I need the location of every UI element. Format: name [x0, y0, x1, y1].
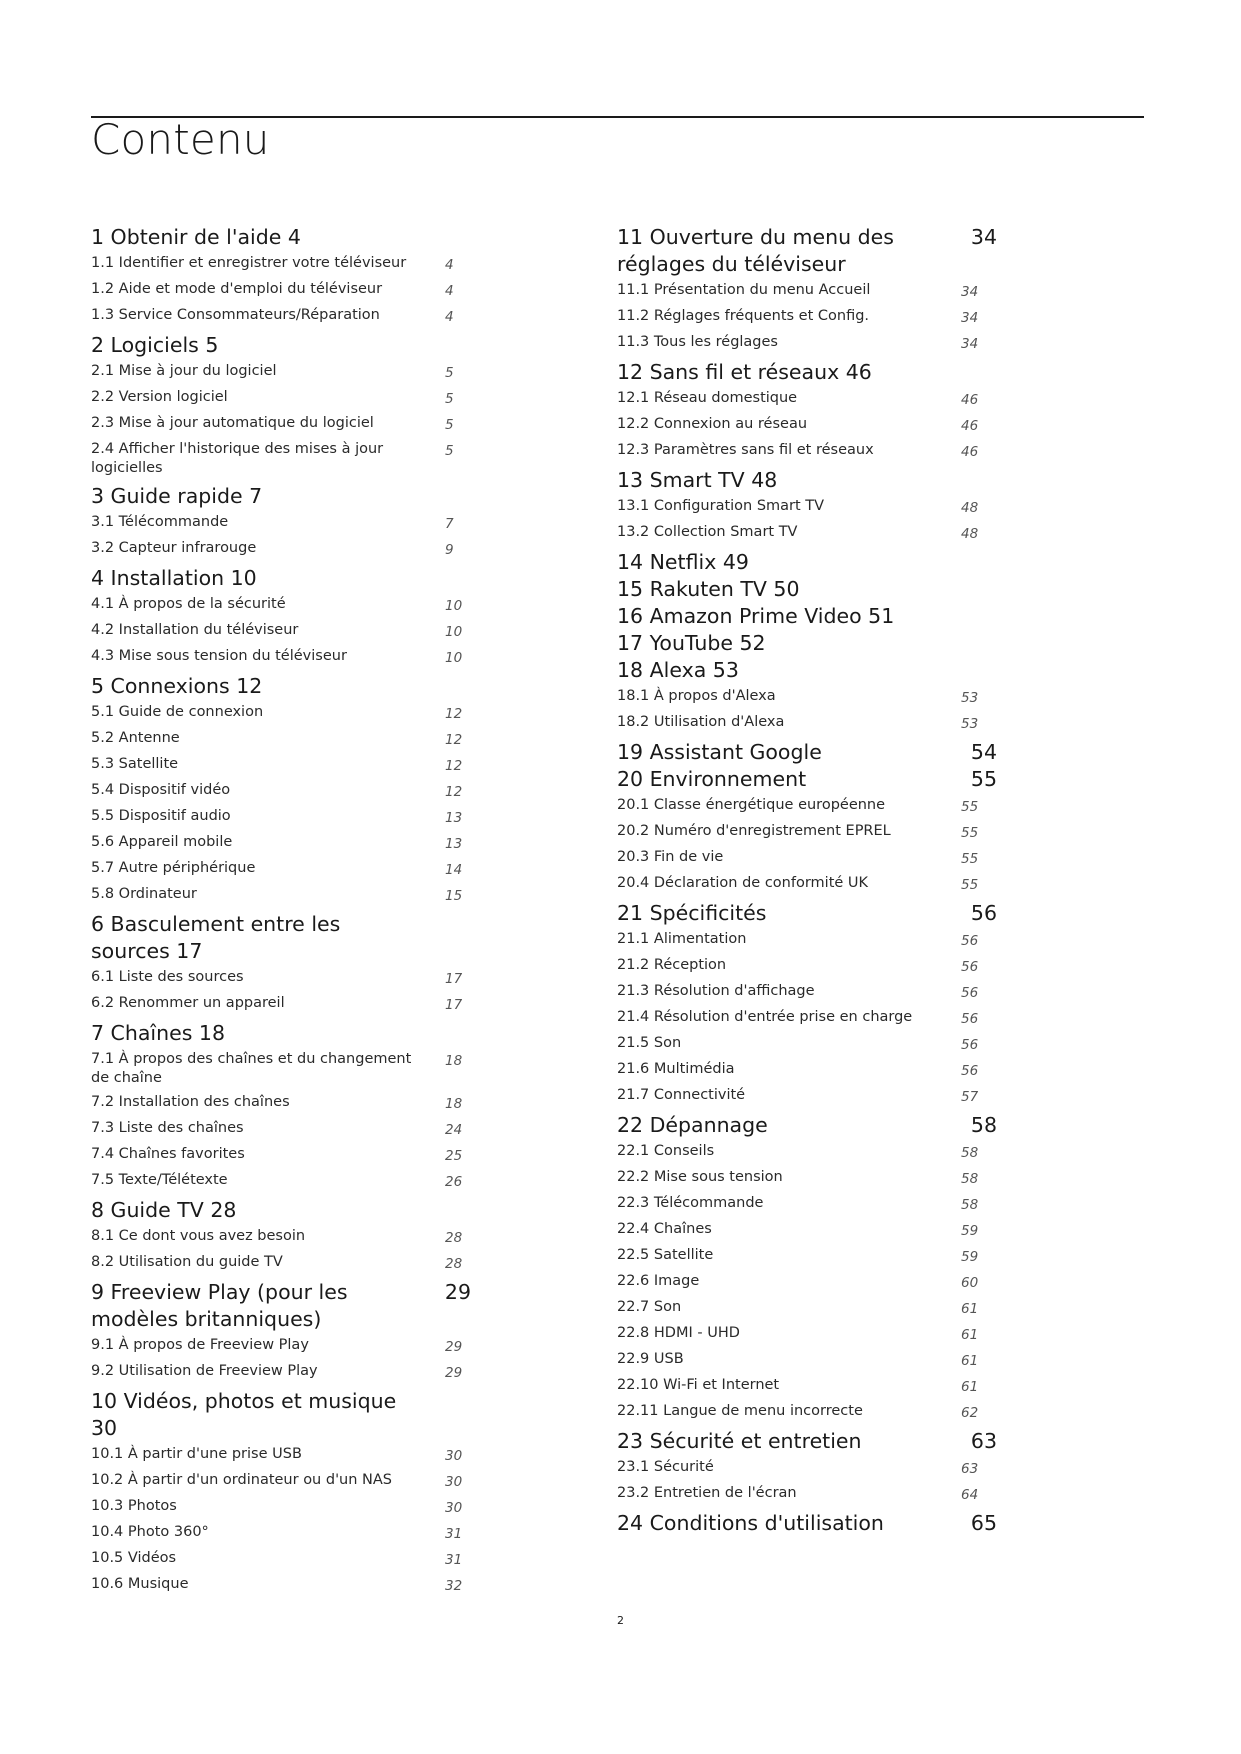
toc-subsection-page: 55 — [961, 799, 979, 815]
toc-subsection-page: 56 — [961, 933, 979, 949]
toc-subsection-page: 30 — [445, 1448, 463, 1464]
toc-subsection[interactable] — [91, 755, 471, 776]
toc-subsection[interactable] — [617, 848, 997, 869]
toc-subsection[interactable] — [91, 306, 471, 327]
toc-section[interactable] — [91, 332, 471, 359]
toc-section-page: 54 — [970, 740, 997, 764]
toc-subsection-title: 5.5 Dispositif audio — [91, 808, 231, 824]
toc-subsection-title: 11.3 Tous les réglages — [617, 334, 778, 350]
toc-section[interactable] — [91, 224, 471, 251]
toc-subsection-page: 29 — [445, 1339, 463, 1355]
toc-subsection-title: 22.11 Langue de menu incorrecte — [617, 1403, 863, 1419]
toc-section-title: 13 Smart TV 48 — [617, 468, 778, 492]
toc-subsection[interactable] — [91, 781, 471, 802]
toc-subsection-title: 22.8 HDMI - UHD — [617, 1325, 740, 1341]
toc-subsection[interactable] — [91, 1549, 471, 1570]
toc-subsection-title: 22.2 Mise sous tension — [617, 1169, 783, 1185]
toc-section[interactable] — [91, 673, 471, 700]
toc-subsection-title: 7.4 Chaînes favorites — [91, 1146, 245, 1162]
toc-subsection[interactable] — [91, 414, 471, 435]
toc-section[interactable] — [617, 739, 997, 766]
toc-subsection-page: 18 — [445, 1053, 463, 1069]
toc-subsection-page: 7 — [445, 516, 454, 532]
toc-section[interactable] — [617, 1510, 997, 1537]
toc-subsection-page: 46 — [961, 444, 979, 460]
toc-subsection-page: 5 — [445, 365, 454, 381]
toc-subsection-page: 48 — [961, 526, 979, 542]
toc-section-page: 55 — [970, 767, 997, 791]
toc-subsection-page: 58 — [961, 1145, 979, 1161]
toc-subsection-page: 61 — [961, 1353, 979, 1369]
toc-section-title: 22 Dépannage — [617, 1113, 768, 1137]
toc-subsection-page: 56 — [961, 1011, 979, 1027]
toc-subsection[interactable] — [91, 859, 471, 880]
toc-subsection[interactable] — [617, 1060, 997, 1081]
toc-subsection[interactable] — [91, 1253, 471, 1274]
toc-subsection-page: 5 — [445, 443, 454, 459]
toc-section-title: 6 Basculement entre les sources 17 — [91, 912, 341, 963]
toc-subsection-title: 5.3 Satellite — [91, 756, 179, 772]
toc-subsection-page: 60 — [961, 1275, 979, 1291]
toc-subsection-page: 9 — [445, 542, 454, 558]
toc-section[interactable] — [617, 467, 997, 494]
toc-subsection-page: 57 — [961, 1089, 979, 1105]
toc-subsection[interactable] — [617, 307, 997, 328]
toc-subsection-title: 4.3 Mise sous tension du téléviseur — [91, 648, 347, 664]
toc-section-title: 21 Spécificités — [617, 901, 767, 925]
toc-subsection-title: 6.2 Renommer un appareil — [91, 995, 285, 1011]
toc-subsection-page: 15 — [445, 888, 463, 904]
toc-subsection-page: 5 — [445, 417, 454, 433]
toc-subsection[interactable] — [91, 647, 471, 668]
toc-subsection-page: 61 — [961, 1301, 979, 1317]
toc-subsection-title: 23.1 Sécurité — [617, 1459, 714, 1475]
toc-subsection[interactable] — [617, 822, 997, 843]
toc-subsection-page: 13 — [445, 836, 463, 852]
toc-section[interactable] — [91, 1197, 471, 1224]
toc-subsection[interactable] — [91, 1227, 471, 1248]
toc-subsection[interactable] — [617, 1220, 997, 1241]
toc-subsection-page: 30 — [445, 1474, 463, 1490]
toc-subsection-title: 5.2 Antenne — [91, 730, 180, 746]
toc-section[interactable] — [91, 565, 471, 592]
toc-subsection[interactable] — [91, 1171, 471, 1192]
toc-section[interactable] — [91, 1279, 471, 1333]
toc-subsection-page: 28 — [445, 1230, 463, 1246]
toc-subsection-title: 2.3 Mise à jour automatique du logiciel — [91, 415, 374, 431]
toc-subsection-title: 22.5 Satellite — [617, 1247, 714, 1263]
toc-subsection-title: 22.1 Conseils — [617, 1143, 715, 1159]
toc-subsection-page: 58 — [961, 1171, 979, 1187]
toc-subsection-page: 63 — [961, 1461, 979, 1477]
toc-subsection[interactable] — [617, 1034, 997, 1055]
toc-section-title: 16 Amazon Prime Video 51 — [617, 604, 895, 628]
toc-section-page: 63 — [970, 1429, 997, 1453]
toc-subsection[interactable] — [617, 1168, 997, 1189]
toc-subsection-title: 10.1 À partir d'une prise USB — [91, 1446, 302, 1462]
toc-subsection-title: 13.2 Collection Smart TV — [617, 524, 798, 540]
toc-subsection-page: 26 — [445, 1174, 463, 1190]
toc-subsection[interactable] — [91, 1119, 471, 1140]
toc-section[interactable] — [617, 1428, 997, 1455]
toc-subsection-page: 53 — [961, 716, 979, 732]
toc-subsection-page: 25 — [445, 1148, 463, 1164]
toc-subsection-title: 8.2 Utilisation du guide TV — [91, 1254, 283, 1270]
toc-subsection-page: 4 — [445, 257, 454, 273]
toc-subsection-title: 10.5 Vidéos — [91, 1550, 177, 1566]
toc-subsection-title: 21.3 Résolution d'affichage — [617, 983, 815, 999]
toc-subsection-title: 22.7 Son — [617, 1299, 682, 1315]
toc-subsection-title: 21.1 Alimentation — [617, 931, 747, 947]
toc-subsection-page: 10 — [445, 650, 463, 666]
toc-section-title: 14 Netflix 49 — [617, 550, 749, 574]
toc-subsection-title: 10.6 Musique — [91, 1576, 189, 1592]
toc-subsection[interactable] — [617, 874, 997, 895]
toc-subsection-title: 6.1 Liste des sources — [91, 969, 244, 985]
toc-subsection-title: 22.9 USB — [617, 1351, 684, 1367]
toc-subsection-page: 14 — [445, 862, 463, 878]
toc-subsection[interactable] — [617, 1402, 997, 1423]
toc-section-title: 4 Installation 10 — [91, 566, 257, 590]
toc-subsection[interactable] — [617, 1008, 997, 1029]
toc-subsection-title: 4.1 À propos de la sécurité — [91, 596, 286, 612]
page-number: 2 — [617, 1614, 624, 1627]
toc-subsection[interactable] — [91, 1497, 471, 1518]
toc-subsection[interactable] — [617, 523, 997, 544]
toc-subsection-page: 55 — [961, 851, 979, 867]
toc-subsection[interactable] — [91, 885, 471, 906]
toc-subsection-page: 56 — [961, 1037, 979, 1053]
toc-subsection-page: 10 — [445, 598, 463, 614]
toc-subsection-title: 5.7 Autre périphérique — [91, 860, 256, 876]
toc-subsection[interactable] — [91, 1336, 471, 1357]
toc-subsection-title: 5.4 Dispositif vidéo — [91, 782, 231, 798]
toc-subsection-title: 22.10 Wi-Fi et Internet — [617, 1377, 780, 1393]
toc-subsection-title: 22.6 Image — [617, 1273, 700, 1289]
toc-subsection-title: 4.2 Installation du téléviseur — [91, 622, 299, 638]
toc-subsection-title: 5.1 Guide de connexion — [91, 704, 264, 720]
toc-subsection-title: 1.3 Service Consommateurs/Réparation — [91, 307, 380, 323]
toc-subsection-page: 12 — [445, 784, 463, 800]
toc-section[interactable] — [91, 911, 471, 965]
toc-subsection[interactable] — [617, 333, 997, 354]
toc-section-title: 12 Sans fil et réseaux 46 — [617, 360, 872, 384]
toc-section-title: 9 Freeview Play (pour les modèles britanniques) — [91, 1280, 348, 1331]
toc-subsection[interactable] — [617, 1458, 997, 1479]
toc-subsection[interactable] — [617, 956, 997, 977]
toc-section[interactable] — [617, 603, 997, 630]
toc-subsection[interactable] — [617, 796, 997, 817]
toc-subsection[interactable] — [617, 687, 997, 708]
toc-section-title: 19 Assistant Google — [617, 740, 822, 764]
toc-section[interactable] — [617, 630, 997, 657]
toc-subsection-title: 12.1 Réseau domestique — [617, 390, 798, 406]
toc-section[interactable] — [91, 483, 471, 510]
toc-subsection-page: 30 — [445, 1500, 463, 1516]
toc-subsection[interactable] — [91, 595, 471, 616]
toc-subsection-title: 3.1 Télécommande — [91, 514, 229, 530]
toc-subsection-title: 22.3 Télécommande — [617, 1195, 764, 1211]
toc-subsection[interactable] — [617, 1086, 997, 1107]
toc-subsection-page: 31 — [445, 1526, 463, 1542]
toc-section-title: 5 Connexions 12 — [91, 674, 263, 698]
toc-subsection-page: 12 — [445, 758, 463, 774]
toc-subsection[interactable] — [91, 539, 471, 560]
toc-subsection-title: 7.5 Texte/Télétexte — [91, 1172, 228, 1188]
toc-subsection-title: 20.2 Numéro d'enregistrement EPREL — [617, 823, 891, 839]
toc-section-title: 20 Environnement — [617, 767, 807, 791]
toc-subsection-title: 8.1 Ce dont vous avez besoin — [91, 1228, 306, 1244]
toc-subsection[interactable] — [91, 1362, 471, 1383]
toc-subsection[interactable] — [91, 833, 471, 854]
toc-subsection-title: 23.2 Entretien de l'écran — [617, 1485, 797, 1501]
toc-subsection-page: 12 — [445, 706, 463, 722]
toc-subsection-page: 28 — [445, 1256, 463, 1272]
toc-subsection-page: 48 — [961, 500, 979, 516]
toc-subsection-page: 46 — [961, 392, 979, 408]
toc-section-title: 11 Ouverture du menu des réglages du téléviseur — [617, 225, 894, 276]
toc-subsection[interactable] — [91, 994, 471, 1015]
toc-subsection[interactable] — [91, 1445, 471, 1466]
toc-section[interactable] — [617, 900, 997, 927]
toc-subsection-title: 20.3 Fin de vie — [617, 849, 724, 865]
toc-subsection-title: 12.3 Paramètres sans fil et réseaux — [617, 442, 874, 458]
toc-subsection-page: 34 — [961, 284, 979, 300]
toc-subsection-title: 11.2 Réglages fréquents et Config. — [617, 308, 870, 324]
toc-subsection[interactable] — [91, 280, 471, 301]
toc-section[interactable] — [617, 359, 997, 386]
toc-subsection[interactable] — [91, 254, 471, 275]
toc-subsection[interactable] — [617, 497, 997, 518]
toc-subsection-title: 7.1 À propos des chaînes et du changement de chaîne — [91, 1051, 412, 1086]
toc-subsection[interactable] — [617, 441, 997, 462]
toc-subsection-title: 5.6 Appareil mobile — [91, 834, 233, 850]
toc-section-title: 18 Alexa 53 — [617, 658, 739, 682]
toc-subsection[interactable] — [617, 982, 997, 1003]
toc-subsection[interactable] — [617, 281, 997, 302]
toc-subsection[interactable] — [91, 1050, 471, 1088]
toc-section[interactable] — [617, 657, 997, 684]
toc-subsection[interactable] — [617, 1194, 997, 1215]
toc-subsection-page: 5 — [445, 391, 454, 407]
toc-subsection[interactable] — [91, 1093, 471, 1114]
toc-subsection[interactable] — [91, 388, 471, 409]
toc-subsection-title: 1.1 Identifier et enregistrer votre téléviseur — [91, 255, 407, 271]
toc-subsection-page: 10 — [445, 624, 463, 640]
toc-section-page: 58 — [970, 1113, 997, 1137]
toc-subsection[interactable] — [91, 807, 471, 828]
toc-subsection[interactable] — [91, 1145, 471, 1166]
toc-subsection-title: 1.2 Aide et mode d'emploi du téléviseur — [91, 281, 383, 297]
toc-subsection[interactable] — [617, 930, 997, 951]
toc-section[interactable] — [617, 1112, 997, 1139]
toc-subsection[interactable] — [617, 713, 997, 734]
toc-subsection-page: 13 — [445, 810, 463, 826]
toc-section[interactable] — [91, 1388, 471, 1442]
toc-subsection-page: 18 — [445, 1096, 463, 1112]
toc-subsection[interactable] — [91, 1523, 471, 1544]
toc-subsection[interactable] — [91, 1471, 471, 1492]
toc-section-title: 3 Guide rapide 7 — [91, 484, 263, 508]
toc-subsection-page: 24 — [445, 1122, 463, 1138]
toc-subsection-title: 3.2 Capteur infrarouge — [91, 540, 257, 556]
toc-subsection[interactable] — [91, 440, 471, 478]
toc-subsection-title: 18.2 Utilisation d'Alexa — [617, 714, 785, 730]
toc-subsection-title: 10.4 Photo 360° — [91, 1524, 209, 1540]
toc-section-title: 1 Obtenir de l'aide 4 — [91, 225, 301, 249]
toc-subsection-title: 2.2 Version logiciel — [91, 389, 228, 405]
toc-subsection-title: 21.5 Son — [617, 1035, 682, 1051]
toc-subsection-title: 18.1 À propos d'Alexa — [617, 688, 776, 704]
toc-section-page: 34 — [970, 225, 997, 249]
toc-subsection[interactable] — [91, 513, 471, 534]
toc-subsection-page: 56 — [961, 959, 979, 975]
toc-subsection[interactable] — [617, 1324, 997, 1345]
toc-subsection[interactable] — [91, 1575, 471, 1596]
toc-section-title: 24 Conditions d'utilisation — [617, 1511, 884, 1535]
toc-subsection-page: 46 — [961, 418, 979, 434]
toc-subsection-page: 34 — [961, 310, 979, 326]
toc-subsection-title: 12.2 Connexion au réseau — [617, 416, 808, 432]
toc-subsection-page: 55 — [961, 825, 979, 841]
page-title: Contenu — [91, 115, 270, 164]
toc-subsection-title: 11.1 Présentation du menu Accueil — [617, 282, 871, 298]
toc-subsection-page: 61 — [961, 1327, 979, 1343]
toc-subsection[interactable] — [617, 1298, 997, 1319]
toc-subsection-page: 59 — [961, 1249, 979, 1265]
toc-subsection-title: 7.3 Liste des chaînes — [91, 1120, 244, 1136]
toc-subsection[interactable] — [617, 1272, 997, 1293]
toc-section-title: 2 Logiciels 5 — [91, 333, 219, 357]
toc-subsection-title: 21.4 Résolution d'entrée prise en charge — [617, 1009, 913, 1025]
toc-subsection[interactable] — [91, 968, 471, 989]
toc-section[interactable] — [617, 549, 997, 576]
toc-section-title: 8 Guide TV 28 — [91, 1198, 237, 1222]
toc-subsection-page: 32 — [445, 1578, 463, 1594]
toc-subsection-title: 21.7 Connectivité — [617, 1087, 746, 1103]
toc-subsection-page: 59 — [961, 1223, 979, 1239]
toc-subsection-title: 21.6 Multimédia — [617, 1061, 735, 1077]
toc-subsection[interactable] — [617, 1376, 997, 1397]
toc-subsection-page: 53 — [961, 690, 979, 706]
toc-subsection[interactable] — [617, 389, 997, 410]
toc-right-column — [617, 224, 997, 1537]
toc-section-page: 29 — [444, 1280, 471, 1304]
toc-subsection-page: 62 — [961, 1405, 979, 1421]
toc-subsection[interactable] — [617, 415, 997, 436]
toc-section-title: 23 Sécurité et entretien — [617, 1429, 862, 1453]
toc-subsection-page: 29 — [445, 1365, 463, 1381]
toc-subsection-page: 4 — [445, 283, 454, 299]
toc-section-title: 17 YouTube 52 — [617, 631, 766, 655]
toc-subsection-page: 12 — [445, 732, 463, 748]
toc-subsection-title: 10.3 Photos — [91, 1498, 177, 1514]
toc-section[interactable] — [617, 224, 997, 278]
toc-section-title: 10 Vidéos, photos et musique 30 — [91, 1389, 397, 1440]
toc-left-column — [91, 224, 471, 1601]
toc-section[interactable] — [91, 1020, 471, 1047]
toc-subsection[interactable] — [91, 729, 471, 750]
toc-subsection-page: 56 — [961, 985, 979, 1001]
toc-subsection[interactable] — [617, 1484, 997, 1505]
toc-subsection-title: 9.1 À propos de Freeview Play — [91, 1337, 309, 1353]
toc-subsection[interactable] — [91, 703, 471, 724]
toc-subsection-page: 17 — [445, 971, 463, 987]
toc-subsection-page: 17 — [445, 997, 463, 1013]
toc-subsection-title: 13.1 Configuration Smart TV — [617, 498, 825, 514]
toc-subsection-title: 10.2 À partir d'un ordinateur ou d'un NAS — [91, 1472, 393, 1488]
toc-subsection[interactable] — [617, 1246, 997, 1267]
toc-subsection-page: 56 — [961, 1063, 979, 1079]
toc-subsection-page: 4 — [445, 309, 454, 325]
toc-subsection[interactable] — [617, 1350, 997, 1371]
toc-subsection-title: 5.8 Ordinateur — [91, 886, 197, 902]
toc-section-title: 15 Rakuten TV 50 — [617, 577, 800, 601]
toc-section-title: 7 Chaînes 18 — [91, 1021, 226, 1045]
toc-subsection[interactable] — [617, 1142, 997, 1163]
toc-section-page: 56 — [970, 901, 997, 925]
toc-subsection-title: 22.4 Chaînes — [617, 1221, 712, 1237]
toc-subsection-page: 58 — [961, 1197, 979, 1213]
toc-section[interactable] — [617, 576, 997, 603]
toc-subsection-page: 34 — [961, 336, 979, 352]
toc-subsection-title: 2.4 Afficher l'historique des mises à jour logicielles — [91, 441, 384, 476]
toc-subsection[interactable] — [91, 621, 471, 642]
toc-subsection-title: 7.2 Installation des chaînes — [91, 1094, 290, 1110]
toc-subsection[interactable] — [91, 362, 471, 383]
toc-subsection-title: 9.2 Utilisation de Freeview Play — [91, 1363, 318, 1379]
toc-subsection-page: 31 — [445, 1552, 463, 1568]
toc-subsection-page: 64 — [961, 1487, 979, 1503]
toc-subsection-title: 20.4 Déclaration de conformité UK — [617, 875, 869, 891]
toc-subsection-title: 21.2 Réception — [617, 957, 727, 973]
toc-subsection-title: 20.1 Classe énergétique européenne — [617, 797, 886, 813]
toc-subsection-title: 2.1 Mise à jour du logiciel — [91, 363, 277, 379]
toc-section-page: 65 — [970, 1511, 997, 1535]
toc-subsection-page: 55 — [961, 877, 979, 893]
toc-section[interactable] — [617, 766, 997, 793]
toc-subsection-page: 61 — [961, 1379, 979, 1395]
